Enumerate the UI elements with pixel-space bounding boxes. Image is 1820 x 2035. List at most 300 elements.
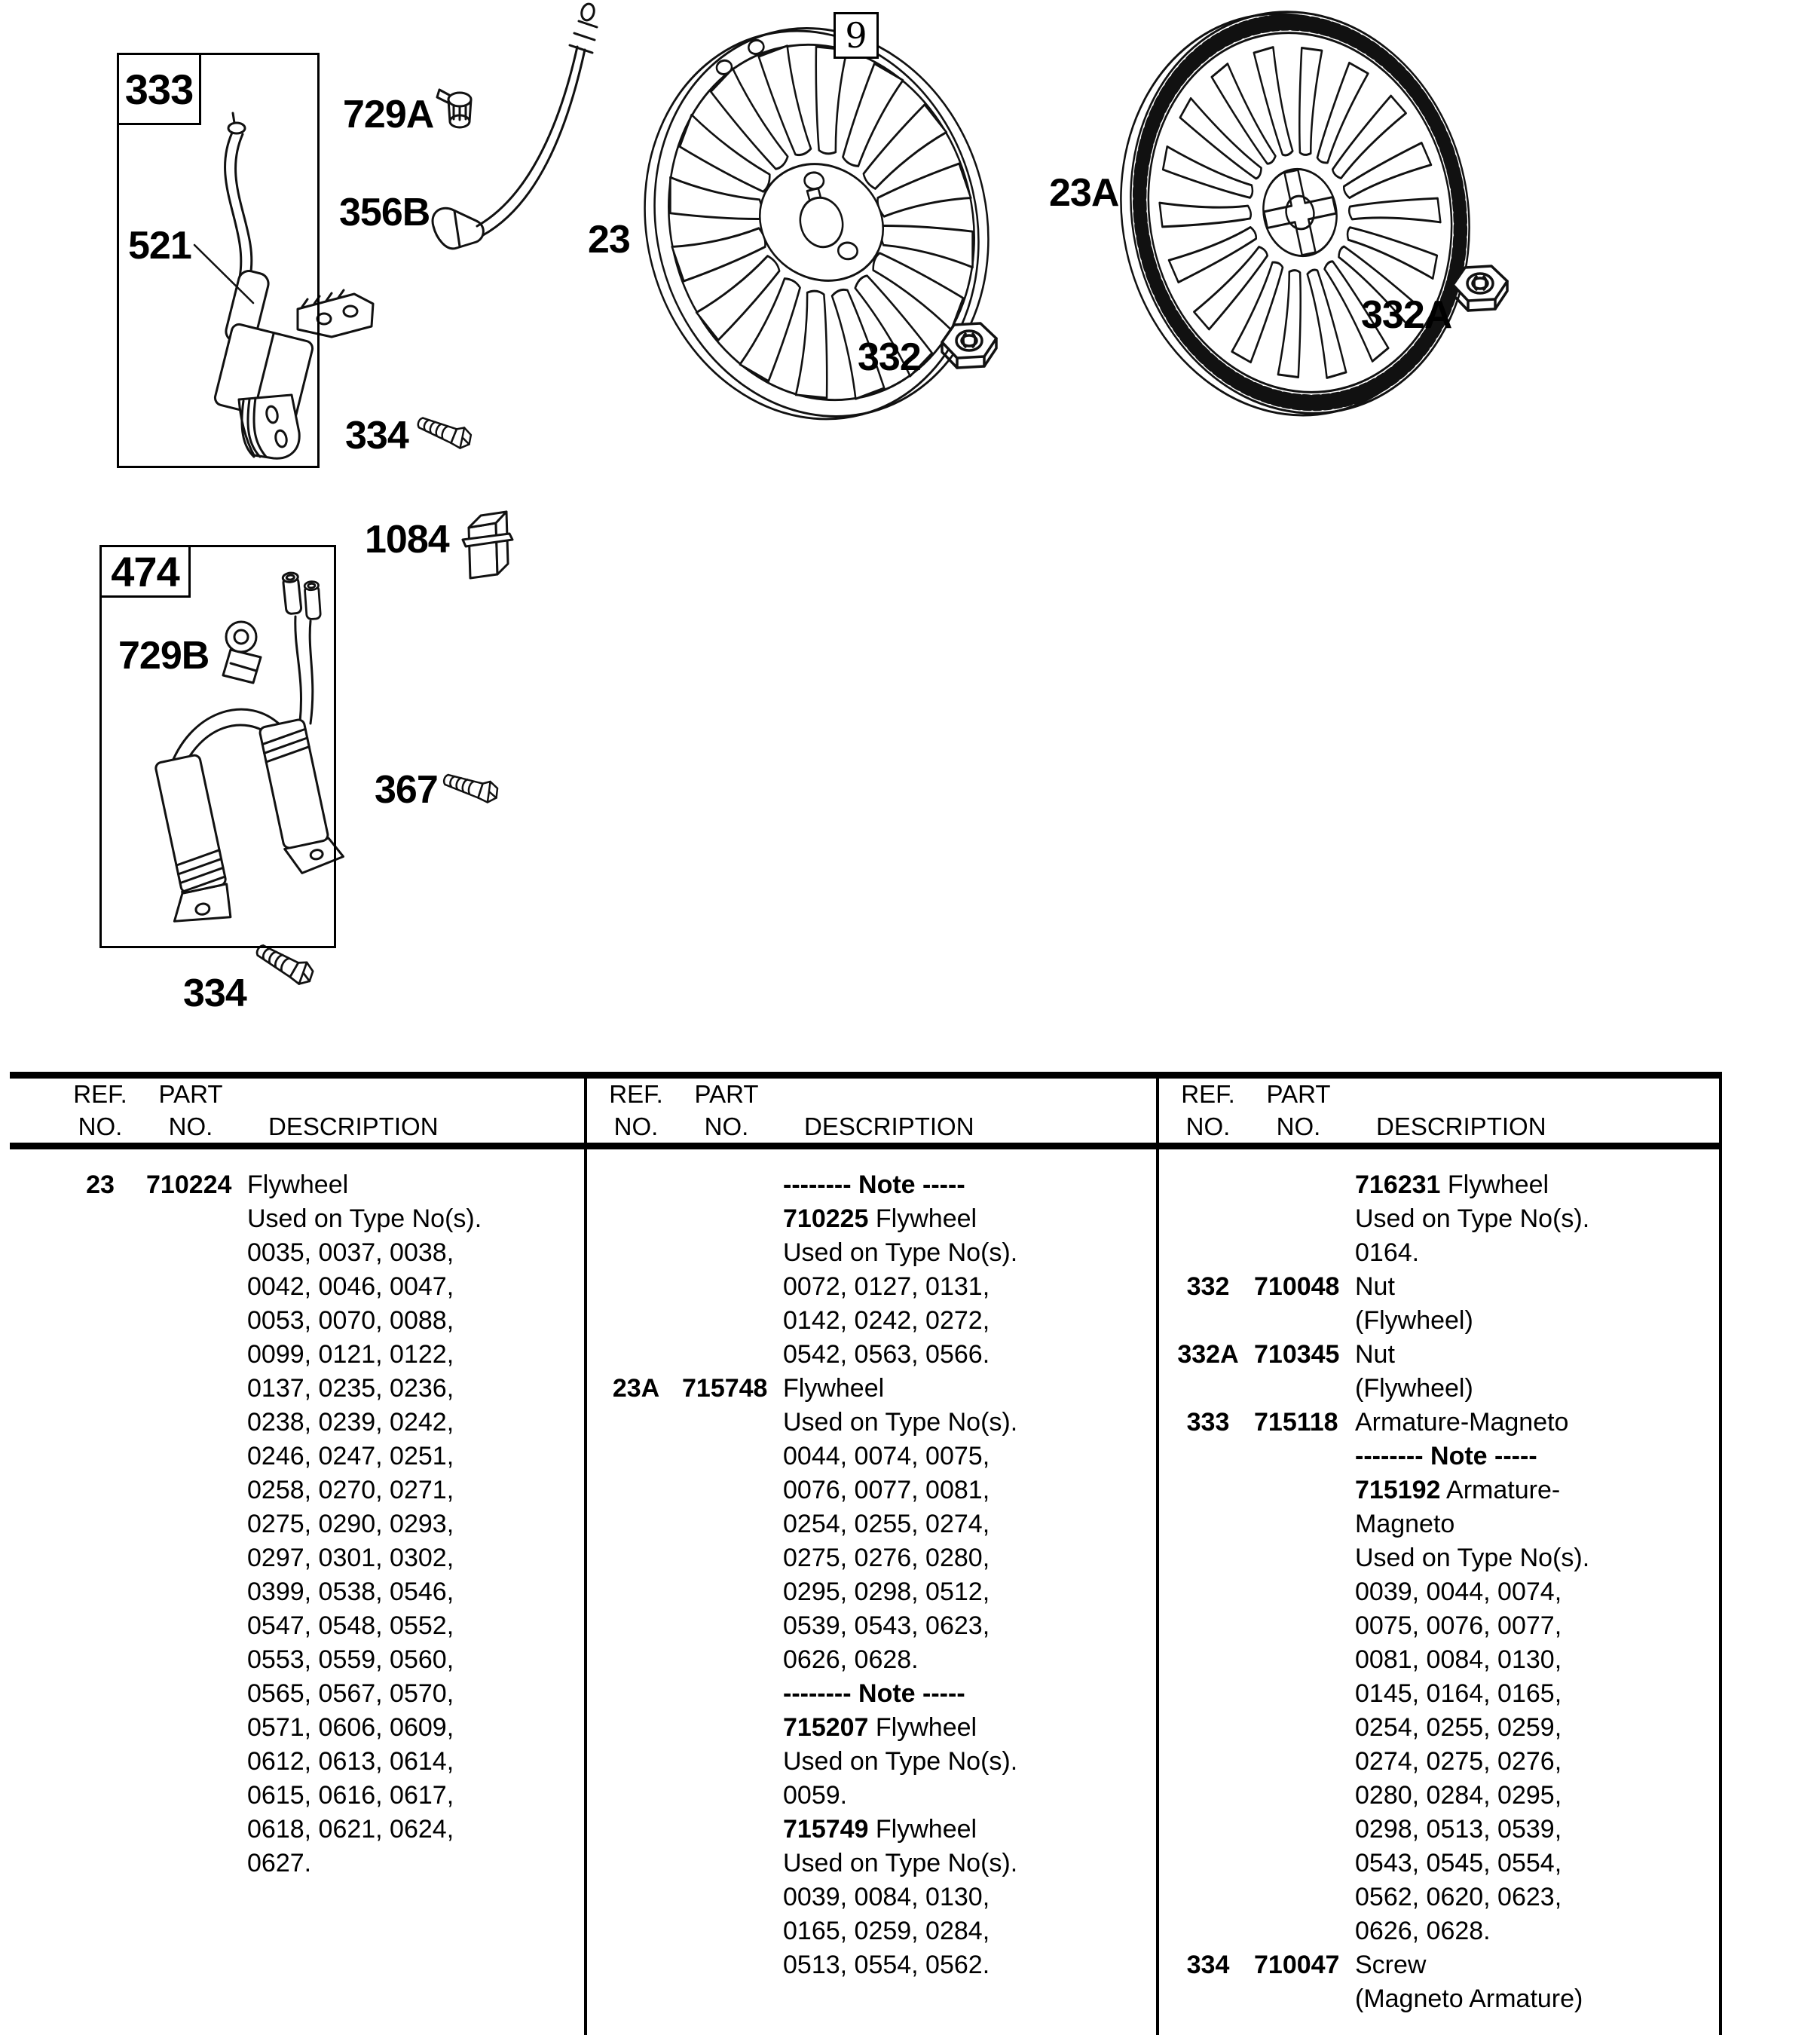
part-no-cell [1242,1473,1355,1507]
table-line [1174,1847,1732,1880]
ref-no-cell [602,1304,670,1338]
description-cell: 0274, 0275, 0276, [1355,1747,1562,1776]
description-cell: 710225 Flywheel [783,1204,977,1233]
ref-no-cell [1174,1779,1242,1813]
part-no-cell [670,1236,783,1270]
table-line [1174,1168,1732,1202]
table-line [66,1575,635,1609]
part-no-cell [670,1202,783,1236]
table-line [602,1745,1168,1779]
description-cell: 0042, 0046, 0047, [247,1272,454,1301]
table-line [66,1847,635,1880]
ref-no-cell [66,1745,134,1779]
description-cell: 0254, 0255, 0274, [783,1510,990,1538]
part-no-cell [134,1473,247,1507]
description-cell: 715749 Flywheel [783,1815,977,1844]
table-line [602,1541,1168,1575]
description-cell: -------- Note ----- [783,1171,965,1199]
ref-no-cell [1174,1982,1242,2016]
table-line [1174,1779,1732,1813]
part-no-cell [670,1948,783,1982]
part-no-cell [1242,1779,1355,1813]
ref-no-cell [602,1541,670,1575]
part-no-cell: 715118 [1254,1408,1338,1437]
callout-23: 23 [588,218,630,262]
inset-label-333 [117,53,201,125]
description-cell: 0258, 0270, 0271, [247,1476,454,1504]
ref-no-cell [1174,1507,1242,1541]
spark-plug-wire-356b-drawing [433,2,597,249]
table-line [602,1507,1168,1541]
table-line [602,1473,1168,1507]
part-no-cell [134,1847,247,1880]
part-no-cell [134,1711,247,1745]
table-line [602,1609,1168,1643]
callout-333: 333 [124,65,194,113]
table-line [66,1202,635,1236]
ref-no-cell [66,1711,134,1745]
description-cell: 0164. [1355,1238,1420,1267]
table-line [66,1677,635,1711]
ref-no-cell [1174,1304,1242,1338]
ref-no-cell [1174,1440,1242,1473]
ref-no-cell [1174,1473,1242,1507]
table-line [66,1779,635,1813]
description-cell: Flywheel [247,1171,349,1199]
ref-no-cell [1174,1168,1242,1202]
description-cell: 0072, 0127, 0131, [783,1272,990,1301]
ref-no-cell [1174,1236,1242,1270]
part-no-cell [134,1507,247,1541]
table-line [602,1202,1168,1236]
description-cell: 0297, 0301, 0302, [247,1544,454,1572]
table-line [66,1372,635,1406]
part-no-cell: 710047 [1254,1951,1340,1979]
ref-no-cell [602,1847,670,1880]
part-no-cell [134,1372,247,1406]
description-cell: 0571, 0606, 0609, [247,1713,454,1742]
part-no-cell [670,1440,783,1473]
part-no-cell [670,1575,783,1609]
ref-no-cell [602,1202,670,1236]
part-no-cell [1242,1168,1355,1202]
callout-332a: 332A [1361,293,1452,337]
table-line [1174,1948,1732,1982]
ref-no-cell: 334 [1186,1951,1230,1979]
description-cell: 0626, 0628. [1355,1917,1491,1945]
table-line [1174,1677,1732,1711]
ref-no-cell [66,1779,134,1813]
description-cell: 715207 Flywheel [783,1713,977,1742]
table-line [602,1270,1168,1304]
part-no-cell [134,1779,247,1813]
ref-no-cell [602,1473,670,1507]
ref-no-cell [602,1745,670,1779]
part-no-cell [1242,1847,1355,1880]
part-no-cell [1242,1745,1355,1779]
inset-label-9 [834,12,879,59]
part-no-cell [1242,1372,1355,1406]
description-cell: 0612, 0613, 0614, [247,1747,454,1776]
description-cell: 0543, 0545, 0554, [1355,1849,1562,1877]
header-part-no: NO. [1276,1112,1321,1140]
part-no-cell [670,1406,783,1440]
table-line [1174,1304,1732,1338]
ref-no-cell [66,1813,134,1847]
description-cell: 0075, 0076, 0077, [1355,1611,1562,1640]
part-no-cell [1242,1304,1355,1338]
part-no-cell [670,1813,783,1847]
ref-no-cell [1174,1677,1242,1711]
table-line [602,1338,1168,1372]
part-no-cell [670,1609,783,1643]
header-ref: REF. [73,1080,127,1108]
callout-367: 367 [375,768,438,812]
description-cell: 0553, 0559, 0560, [247,1645,454,1674]
ref-no-cell [1174,1575,1242,1609]
table-line [1174,1745,1732,1779]
table-column-1 [10,1078,635,1880]
part-no-cell [134,1541,247,1575]
description-cell: 0626, 0628. [783,1645,919,1674]
ref-no-cell [602,1236,670,1270]
part-no-cell [134,1643,247,1677]
table-line [602,1813,1168,1847]
part-no-cell [134,1304,247,1338]
terminal-729a-drawing [437,90,471,127]
ref-no-cell [66,1202,134,1236]
ref-no-cell [66,1575,134,1609]
description-cell: Nut [1355,1272,1395,1301]
header-part: PART [158,1080,223,1108]
table-header [602,1078,1168,1143]
table-line [602,1779,1168,1813]
header-ref: REF. [1181,1080,1235,1108]
description-cell: 0615, 0616, 0617, [247,1781,454,1810]
part-no-cell: 710048 [1254,1272,1340,1301]
description-cell: 0295, 0298, 0512, [783,1578,990,1606]
table-line [66,1711,635,1745]
part-no-cell [670,1338,783,1372]
description-cell: Magneto [1355,1510,1455,1538]
ref-no-cell [66,1338,134,1372]
part-no-cell [670,1880,783,1914]
description-cell: Used on Type No(s). [783,1408,1018,1437]
ref-no-cell [66,1270,134,1304]
description-cell: Used on Type No(s). [783,1747,1018,1776]
part-no-cell [670,1304,783,1338]
description-cell: 0238, 0239, 0242, [247,1408,454,1437]
part-no-cell [134,1609,247,1643]
ref-no-cell [602,1880,670,1914]
part-no-cell [134,1745,247,1779]
header-part-no: NO. [704,1112,749,1140]
description-cell: 0076, 0077, 0081, [783,1476,990,1504]
ref-no-cell: 332A [1177,1340,1239,1369]
callout-334-bottom: 334 [183,972,246,1015]
part-no-cell [1242,1202,1355,1236]
description-cell: 0298, 0513, 0539, [1355,1815,1562,1844]
table-line [66,1440,635,1473]
part-no-cell [670,1541,783,1575]
header-ref-no: NO. [78,1112,123,1140]
part-no-cell: 710224 [146,1171,232,1199]
table-column-2 [587,1078,1168,1982]
table-line [1174,1541,1732,1575]
ref-no-cell [66,1440,134,1473]
ref-no-cell [66,1541,134,1575]
table-line [1174,1982,1732,2016]
ref-no-cell [602,1338,670,1372]
table-line [1174,1575,1732,1609]
description-cell: 0618, 0621, 0624, [247,1815,454,1844]
ref-no-cell [1174,1541,1242,1575]
table-line [66,1507,635,1541]
callout-729a: 729A [343,93,434,136]
description-cell: 0280, 0284, 0295, [1355,1781,1562,1810]
description-cell: 0399, 0538, 0546, [247,1578,454,1606]
ref-no-cell [602,1168,670,1202]
table-body-column-1 [66,1168,635,1880]
description-cell: 0565, 0567, 0570, [247,1679,454,1708]
description-cell: 0142, 0242, 0272, [783,1306,990,1335]
part-no-cell: 715748 [682,1374,768,1403]
description-cell: -------- Note ----- [1355,1442,1537,1470]
table-line [602,1711,1168,1745]
description-cell: 0099, 0121, 0122, [247,1340,454,1369]
table-line [1174,1643,1732,1677]
inset-label-474 [99,545,191,598]
callout-332: 332 [858,335,921,379]
part-no-cell [134,1338,247,1372]
part-no-cell [1242,1982,1355,2016]
table-line [66,1406,635,1440]
description-cell: -------- Note ----- [783,1679,965,1708]
table-header [1174,1078,1732,1143]
nut-332-drawing [942,323,996,368]
ref-no-cell [602,1677,670,1711]
ref-no-cell [602,1575,670,1609]
table-line [602,1643,1168,1677]
table-line [66,1813,635,1847]
table-line [1174,1236,1732,1270]
description-cell: 0039, 0044, 0074, [1355,1578,1562,1606]
table-line [66,1304,635,1338]
callout-729b: 729B [118,634,210,678]
description-cell: Used on Type No(s). [1355,1204,1590,1233]
table-line [602,1406,1168,1440]
part-no-cell [134,1202,247,1236]
table-line [602,1880,1168,1914]
table-line [1174,1507,1732,1541]
header-part: PART [694,1080,759,1108]
ref-no-cell [602,1406,670,1440]
ref-no-cell [602,1948,670,1982]
part-no-cell [1242,1541,1355,1575]
ref-no-cell [1174,1880,1242,1914]
description-cell: 0053, 0070, 0088, [247,1306,454,1335]
description-cell: 0044, 0074, 0075, [783,1442,990,1470]
part-no-cell [1242,1609,1355,1643]
ref-no-cell [602,1507,670,1541]
table-line [1174,1609,1732,1643]
ref-no-cell [1174,1372,1242,1406]
table-line [1174,1440,1732,1473]
table-header [66,1078,635,1143]
ref-no-cell [602,1711,670,1745]
ref-no-cell [1174,1813,1242,1847]
table-line [1174,1338,1732,1372]
callout-356b: 356B [339,191,430,234]
ref-no-cell [66,1406,134,1440]
description-cell: 0539, 0543, 0623, [783,1611,990,1640]
description-cell: 0059. [783,1781,848,1810]
description-cell: 0275, 0276, 0280, [783,1544,990,1572]
description-cell: 0513, 0554, 0562. [783,1951,990,1979]
table-line [1174,1880,1732,1914]
description-cell: 0542, 0563, 0566. [783,1340,990,1369]
part-no-cell [670,1677,783,1711]
description-cell: Screw [1355,1951,1427,1979]
table-line [602,1440,1168,1473]
table-line [602,1236,1168,1270]
part-no-cell [670,1270,783,1304]
ref-no-cell [66,1236,134,1270]
part-no-cell [670,1643,783,1677]
ref-no-cell [1174,1914,1242,1948]
ref-no-cell [1174,1745,1242,1779]
table-line [1174,1711,1732,1745]
table-line [602,1847,1168,1880]
header-description: DESCRIPTION [1376,1112,1546,1140]
part-no-cell [134,1813,247,1847]
table-line [66,1609,635,1643]
description-cell: 0039, 0084, 0130, [783,1883,990,1911]
header-part: PART [1266,1080,1331,1108]
description-cell: Armature-Magneto [1355,1408,1569,1437]
table-line [602,1304,1168,1338]
table-line [66,1270,635,1304]
table-line [1174,1372,1732,1406]
header-ref: REF. [609,1080,663,1108]
table-line [66,1236,635,1270]
part-no-cell: 710345 [1254,1340,1340,1369]
ref-no-cell [66,1677,134,1711]
ref-no-cell [602,1813,670,1847]
module-1084-drawing [463,512,512,578]
ref-no-cell: 23A [612,1374,660,1403]
screw-334-top-drawing [415,411,474,451]
description-cell: 0165, 0259, 0284, [783,1917,990,1945]
table-line [66,1473,635,1507]
part-no-cell [134,1406,247,1440]
header-ref-no: NO. [613,1112,659,1140]
screw-367-drawing [442,768,500,805]
description-cell: Flywheel [783,1374,885,1403]
part-no-cell [1242,1880,1355,1914]
description-cell: 0275, 0290, 0293, [247,1510,454,1538]
description-cell: Nut [1355,1340,1395,1369]
ref-no-cell [602,1440,670,1473]
table-line [602,1948,1168,1982]
ref-no-cell [602,1779,670,1813]
part-no-cell [670,1711,783,1745]
callout-334-top: 334 [345,414,408,457]
part-no-cell [670,1507,783,1541]
ref-no-cell [1174,1202,1242,1236]
table-line [602,1168,1168,1202]
table-line [66,1541,635,1575]
table-line [66,1745,635,1779]
flywheel-23-drawing [602,0,1031,457]
part-no-cell [670,1473,783,1507]
callout-1084: 1084 [365,518,449,562]
ref-no-cell [1174,1609,1242,1643]
table-line [1174,1202,1732,1236]
description-cell: 0562, 0620, 0623, [1355,1883,1562,1911]
ref-no-cell [1174,1847,1242,1880]
part-no-cell [1242,1440,1355,1473]
description-cell: 0254, 0255, 0259, [1355,1713,1562,1742]
description-cell: 0035, 0037, 0038, [247,1238,454,1267]
part-no-cell [1242,1711,1355,1745]
part-no-cell [1242,1813,1355,1847]
part-no-cell [134,1440,247,1473]
header-description: DESCRIPTION [804,1112,974,1140]
part-no-cell [134,1677,247,1711]
header-ref-no: NO. [1185,1112,1231,1140]
description-cell: Used on Type No(s). [783,1238,1018,1267]
part-no-cell [670,1914,783,1948]
table-line [1174,1473,1732,1507]
description-cell: 715192 Armature- [1355,1476,1561,1504]
table-line [602,1677,1168,1711]
table-body-column-3 [1174,1168,1732,2016]
table-line [1174,1813,1732,1847]
table-line [66,1338,635,1372]
part-no-cell [670,1847,783,1880]
callout-521: 521 [128,224,191,268]
description-cell: 0547, 0548, 0552, [247,1611,454,1640]
part-no-cell [134,1270,247,1304]
header-part-no: NO. [168,1112,213,1140]
flywheel-23a-drawing [1084,0,1506,447]
ref-no-cell [602,1914,670,1948]
part-no-cell [134,1575,247,1609]
ref-no-cell: 23 [86,1171,115,1199]
ref-no-cell [66,1609,134,1643]
nut-332a-drawing [1453,266,1507,311]
description-cell: 0627. [247,1849,312,1877]
part-no-cell [670,1779,783,1813]
ref-no-cell [66,1304,134,1338]
ref-no-cell [602,1609,670,1643]
callout-23a: 23A [1049,171,1119,215]
table-line [66,1168,635,1202]
ref-no-cell [66,1372,134,1406]
description-cell: Used on Type No(s). [247,1204,482,1233]
part-no-cell [1242,1575,1355,1609]
table-line [602,1914,1168,1948]
description-cell: 716231 Flywheel [1355,1171,1549,1199]
ref-no-cell [66,1473,134,1507]
description-cell: 0145, 0164, 0165, [1355,1679,1562,1708]
description-cell: 0137, 0235, 0236, [247,1374,454,1403]
callout-9: 9 [845,15,867,56]
description-cell: 0081, 0084, 0130, [1355,1645,1562,1674]
inset-box-474 [99,545,336,948]
description-cell: Used on Type No(s). [783,1849,1018,1877]
